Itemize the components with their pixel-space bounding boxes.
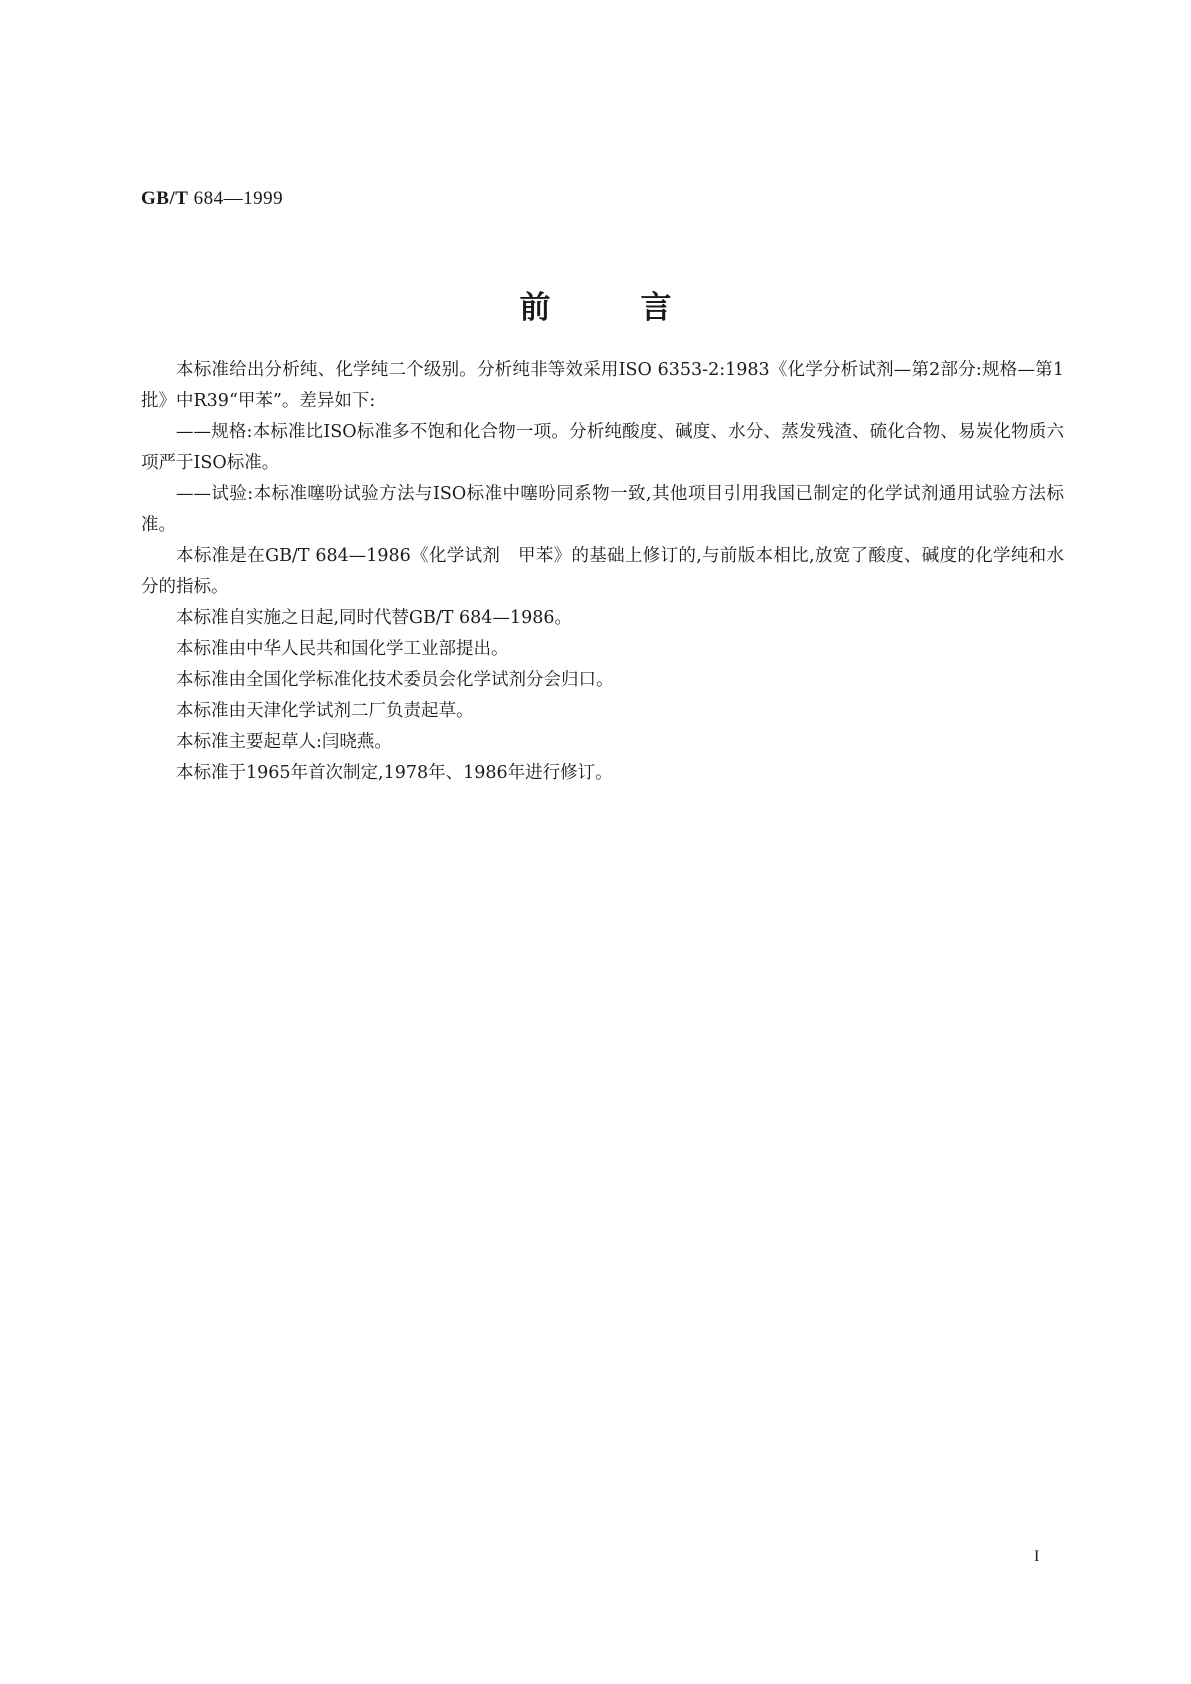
paragraph-history: 本标准于1965年首次制定,1978年、1986年进行修订。 xyxy=(176,763,613,783)
page-title xyxy=(0,282,1191,327)
paragraph-drafting-unit: 本标准由天津化学试剂二厂负责起草。 xyxy=(176,701,474,721)
standard-code-prefix: GB/T xyxy=(141,188,189,209)
paragraph-spec-differences: ——规格:本标准比ISO标准多不饱和化合物一项。分析纯酸度、碱度、水分、蒸发残渣、硫化合物、易炭化物质六项严于ISO标准。 xyxy=(141,422,1064,473)
paragraph-administrator: 本标准由全国化学标准化技术委员会化学试剂分会归口。 xyxy=(176,670,614,690)
paragraph-proposer: 本标准由中华人民共和国化学工业部提出。 xyxy=(176,639,509,659)
paragraph-revision-basis: 本标准是在GB/T 684—1986《化学试剂 甲苯》的基础上修订的,与前版本相比,放宽了酸度、碱度的化学纯和水分的指标。 xyxy=(141,546,1064,597)
paragraph-levels: 本标准给出分析纯、化学纯二个级别。分析纯非等效采用ISO 6353-2:1983《化学分析试剂—第2部分:规格—第1批》中R39“甲苯”。差异如下: xyxy=(141,360,1064,411)
paragraph-test-differences: ——试验:本标准噻吩试验方法与ISO标准中噻吩同系物一致,其他项目引用我国已制定的化学试剂通用试验方法标准。 xyxy=(141,484,1064,535)
paragraph-drafters: 本标准主要起草人:闫晓燕。 xyxy=(176,732,392,752)
standard-code-number: 684—1999 xyxy=(193,188,284,209)
foreword-body xyxy=(141,355,1064,789)
page-title-right: 言 xyxy=(640,290,672,326)
page-title-left: 前 xyxy=(519,290,551,326)
page-number: I xyxy=(1034,1548,1040,1565)
paragraph-replacement: 本标准自实施之日起,同时代替GB/T 684—1986。 xyxy=(176,608,572,628)
standard-code-header xyxy=(141,188,283,210)
